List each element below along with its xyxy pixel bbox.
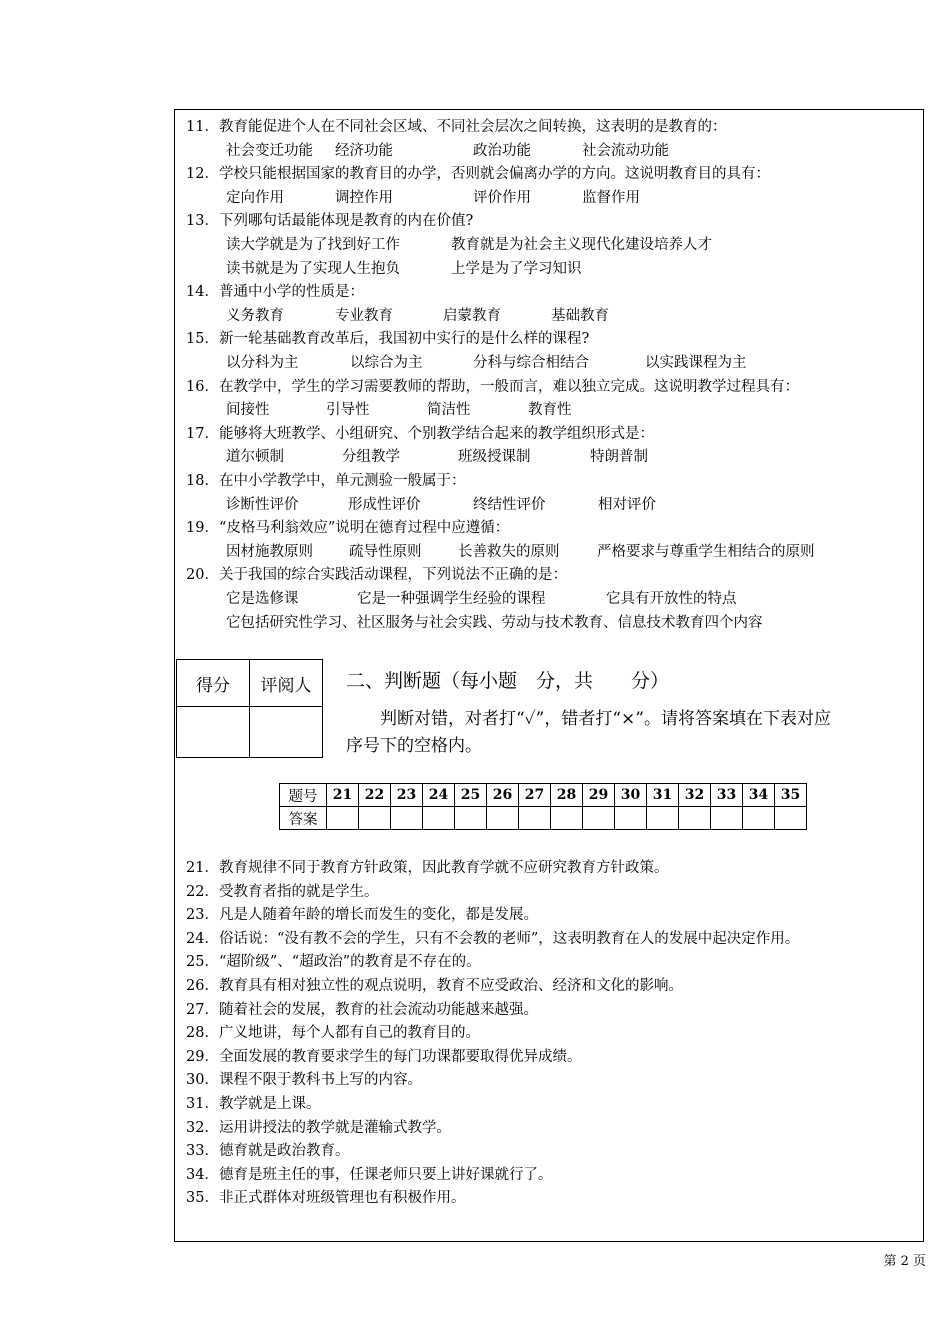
option-text: 道尔顿制 (226, 449, 284, 466)
option-text: 上学是为了学习知识 (451, 260, 582, 277)
option-text: 义务教育 (226, 307, 284, 324)
judgment-question: 24．俗话说：“没有教不会的学生，只有不会教的老师”，这表明教育在人的发展中起决定作用。 (186, 930, 800, 947)
question-number-cell: 32 (679, 784, 711, 807)
question-number-cell: 28 (551, 784, 583, 807)
row-label-number: 题号 (280, 784, 327, 807)
question-stem: 13．下列哪句话最能体现是教育的内在价值? (186, 213, 474, 230)
question-stem: 16．在教学中，学生的学习需要教师的帮助，一般而言，难以独立完成。这说明教学过程具有： (186, 378, 799, 395)
judgment-question: 34．德育是班主任的事，任课老师只要上讲好课就行了。 (186, 1166, 553, 1183)
option-text: 它包括研究性学习、社区服务与社会实践、劳动与技术教育、信息技术教育四个内容 (226, 614, 763, 631)
answer-cell[interactable] (455, 807, 487, 830)
judgment-question: 22．受教育者指的就是学生。 (186, 883, 379, 900)
answer-cell[interactable] (615, 807, 647, 830)
option-text: 政治功能 (473, 142, 531, 159)
answer-cell[interactable] (327, 807, 359, 830)
judgment-question: 29．全面发展的教育要求学生的每门功课都要取得优异成绩。 (186, 1048, 582, 1065)
option-text: 间接性 (226, 402, 270, 419)
option-text: 它是一种强调学生经验的课程 (357, 591, 546, 607)
judgment-question: 25．“超阶级”、“超政治”的教育是不存在的。 (186, 954, 481, 971)
score-label: 得分 (177, 660, 250, 707)
grader-label: 评阅人 (250, 660, 323, 707)
option-text: 疏导性原则 (349, 543, 422, 560)
judgment-question: 30．课程不限于教科书上写的内容。 (186, 1072, 422, 1089)
score-box (176, 659, 323, 758)
option-text: 读书就是为了实现人生抱负 (226, 260, 400, 277)
answer-cell[interactable] (711, 807, 743, 830)
answer-cell[interactable] (775, 807, 807, 830)
judgment-question: 28．广义地讲，每个人都有自己的教育目的。 (186, 1025, 480, 1042)
question-number-cell: 31 (647, 784, 679, 807)
option-text: 简洁性 (427, 402, 471, 419)
question-number-cell: 30 (615, 784, 647, 807)
answer-table (279, 783, 807, 830)
answer-cell[interactable] (551, 807, 583, 830)
answer-cell[interactable] (423, 807, 455, 830)
judgment-question: 35．非正式群体对班级管理也有积极作用。 (186, 1190, 466, 1207)
option-text: 启蒙教育 (443, 307, 501, 324)
answer-cell[interactable] (391, 807, 423, 830)
judgment-question: 21．教育规律不同于教育方针政策，因此教育学就不应研究教育方针政策。 (186, 860, 669, 876)
question-stem: 19．“皮格马利翁效应”说明在德育过程中应遵循： (186, 520, 510, 537)
judgment-question: 27．随着社会的发展，教育的社会流动功能越来越强。 (186, 1001, 538, 1018)
option-text: 基础教育 (551, 307, 609, 324)
question-number-cell: 22 (359, 784, 391, 807)
option-text: 定向作用 (226, 189, 284, 206)
option-text: 形成性评价 (348, 496, 421, 513)
judgment-question: 31．教学就是上课。 (186, 1096, 321, 1112)
page-number: 第 2 页 (883, 1254, 926, 1269)
option-text: 教育就是为社会主义现代化建设培养人才 (451, 237, 712, 253)
option-text: 因材施教原则 (226, 543, 313, 560)
row-label-answer: 答案 (280, 807, 327, 830)
option-text: 评价作用 (473, 189, 531, 206)
option-text: 它具有开放性的特点 (606, 591, 737, 607)
option-text: 以实践课程为主 (645, 355, 747, 371)
option-text: 它是选修课 (226, 591, 299, 607)
question-stem: 11．教育能促进个人在不同社会区域、不同社会层次之间转换，这表明的是教育的： (186, 119, 727, 135)
question-number-cell: 25 (455, 784, 487, 807)
option-text: 相对评价 (598, 496, 656, 513)
option-text: 分科与综合相结合 (473, 355, 589, 371)
question-stem: 12．学校只能根据国家的教育目的办学，否则就会偏离办学的方向。这说明教育目的具有： (186, 166, 770, 183)
answer-cell[interactable] (583, 807, 615, 830)
question-number-cell: 26 (487, 784, 519, 807)
option-text: 长善救失的原则 (458, 543, 560, 560)
question-stem: 14．普通中小学的性质是： (186, 284, 364, 301)
question-stem: 18．在中小学教学中，单元测验一般属于： (186, 473, 466, 489)
question-stem: 15．新一轮基础教育改革后，我国初中实行的是什么样的课程? (186, 331, 590, 348)
option-text: 以综合为主 (350, 355, 423, 371)
answer-cell[interactable] (487, 807, 519, 830)
question-stem: 17．能够将大班教学、小组研究、个别教学结合起来的教学组织形式是： (186, 425, 654, 442)
option-text: 以分科为主 (226, 355, 299, 371)
option-text: 监督作用 (582, 189, 640, 206)
option-text: 社会流动功能 (582, 142, 669, 159)
question-number-cell: 34 (743, 784, 775, 807)
option-text: 教育性 (528, 402, 572, 419)
option-text: 引导性 (326, 402, 370, 419)
question-number-cell: 27 (519, 784, 551, 807)
option-text: 专业教育 (335, 307, 393, 324)
question-number-cell: 23 (391, 784, 423, 807)
answer-cell[interactable] (679, 807, 711, 830)
option-text: 终结性评价 (473, 496, 546, 513)
question-number-cell: 24 (423, 784, 455, 807)
answer-cell[interactable] (647, 807, 679, 830)
judgment-question: 32．运用讲授法的教学就是灌输式教学。 (186, 1119, 451, 1136)
question-number-cell: 21 (327, 784, 359, 807)
question-number-cell: 29 (583, 784, 615, 807)
answer-cell[interactable] (519, 807, 551, 830)
option-text: 严格要求与尊重学生相结合的原则 (597, 543, 815, 560)
option-text: 特朗普制 (590, 449, 648, 466)
option-text: 班级授课制 (458, 449, 531, 466)
option-text: 调控作用 (335, 189, 393, 206)
answer-cell[interactable] (743, 807, 775, 830)
question-number-cell: 33 (711, 784, 743, 807)
answer-table-answer-row (280, 807, 807, 830)
question-number-cell: 35 (775, 784, 807, 807)
answer-table-number-row (280, 784, 807, 807)
option-text: 读大学就是为了找到好工作 (226, 237, 400, 253)
judgment-question: 23．凡是人随着年龄的增长而发生的变化，都是发展。 (186, 907, 538, 924)
answer-cell[interactable] (359, 807, 391, 830)
score-cell[interactable] (177, 707, 250, 758)
section-title: 二、判断题（每小题 分，共 分） (346, 670, 670, 692)
option-text: 社会变迁功能 (226, 142, 313, 159)
question-stem: 20．关于我国的综合实践活动课程，下列说法不正确的是： (186, 567, 567, 584)
grader-cell[interactable] (250, 707, 323, 758)
option-text: 分组教学 (342, 449, 400, 466)
judgment-question: 33．德育就是政治教育。 (186, 1143, 350, 1160)
option-text: 经济功能 (335, 142, 393, 159)
option-text: 诊断性评价 (226, 496, 299, 513)
section-instruction: 判断对错，对者打“✓”，错者打“×”。请将答案填在下表对应序号下的空格内。 (346, 709, 831, 756)
judgment-question: 26．教育具有相对独立性的观点说明，教育不应受政治、经济和文化的影响。 (186, 978, 683, 994)
